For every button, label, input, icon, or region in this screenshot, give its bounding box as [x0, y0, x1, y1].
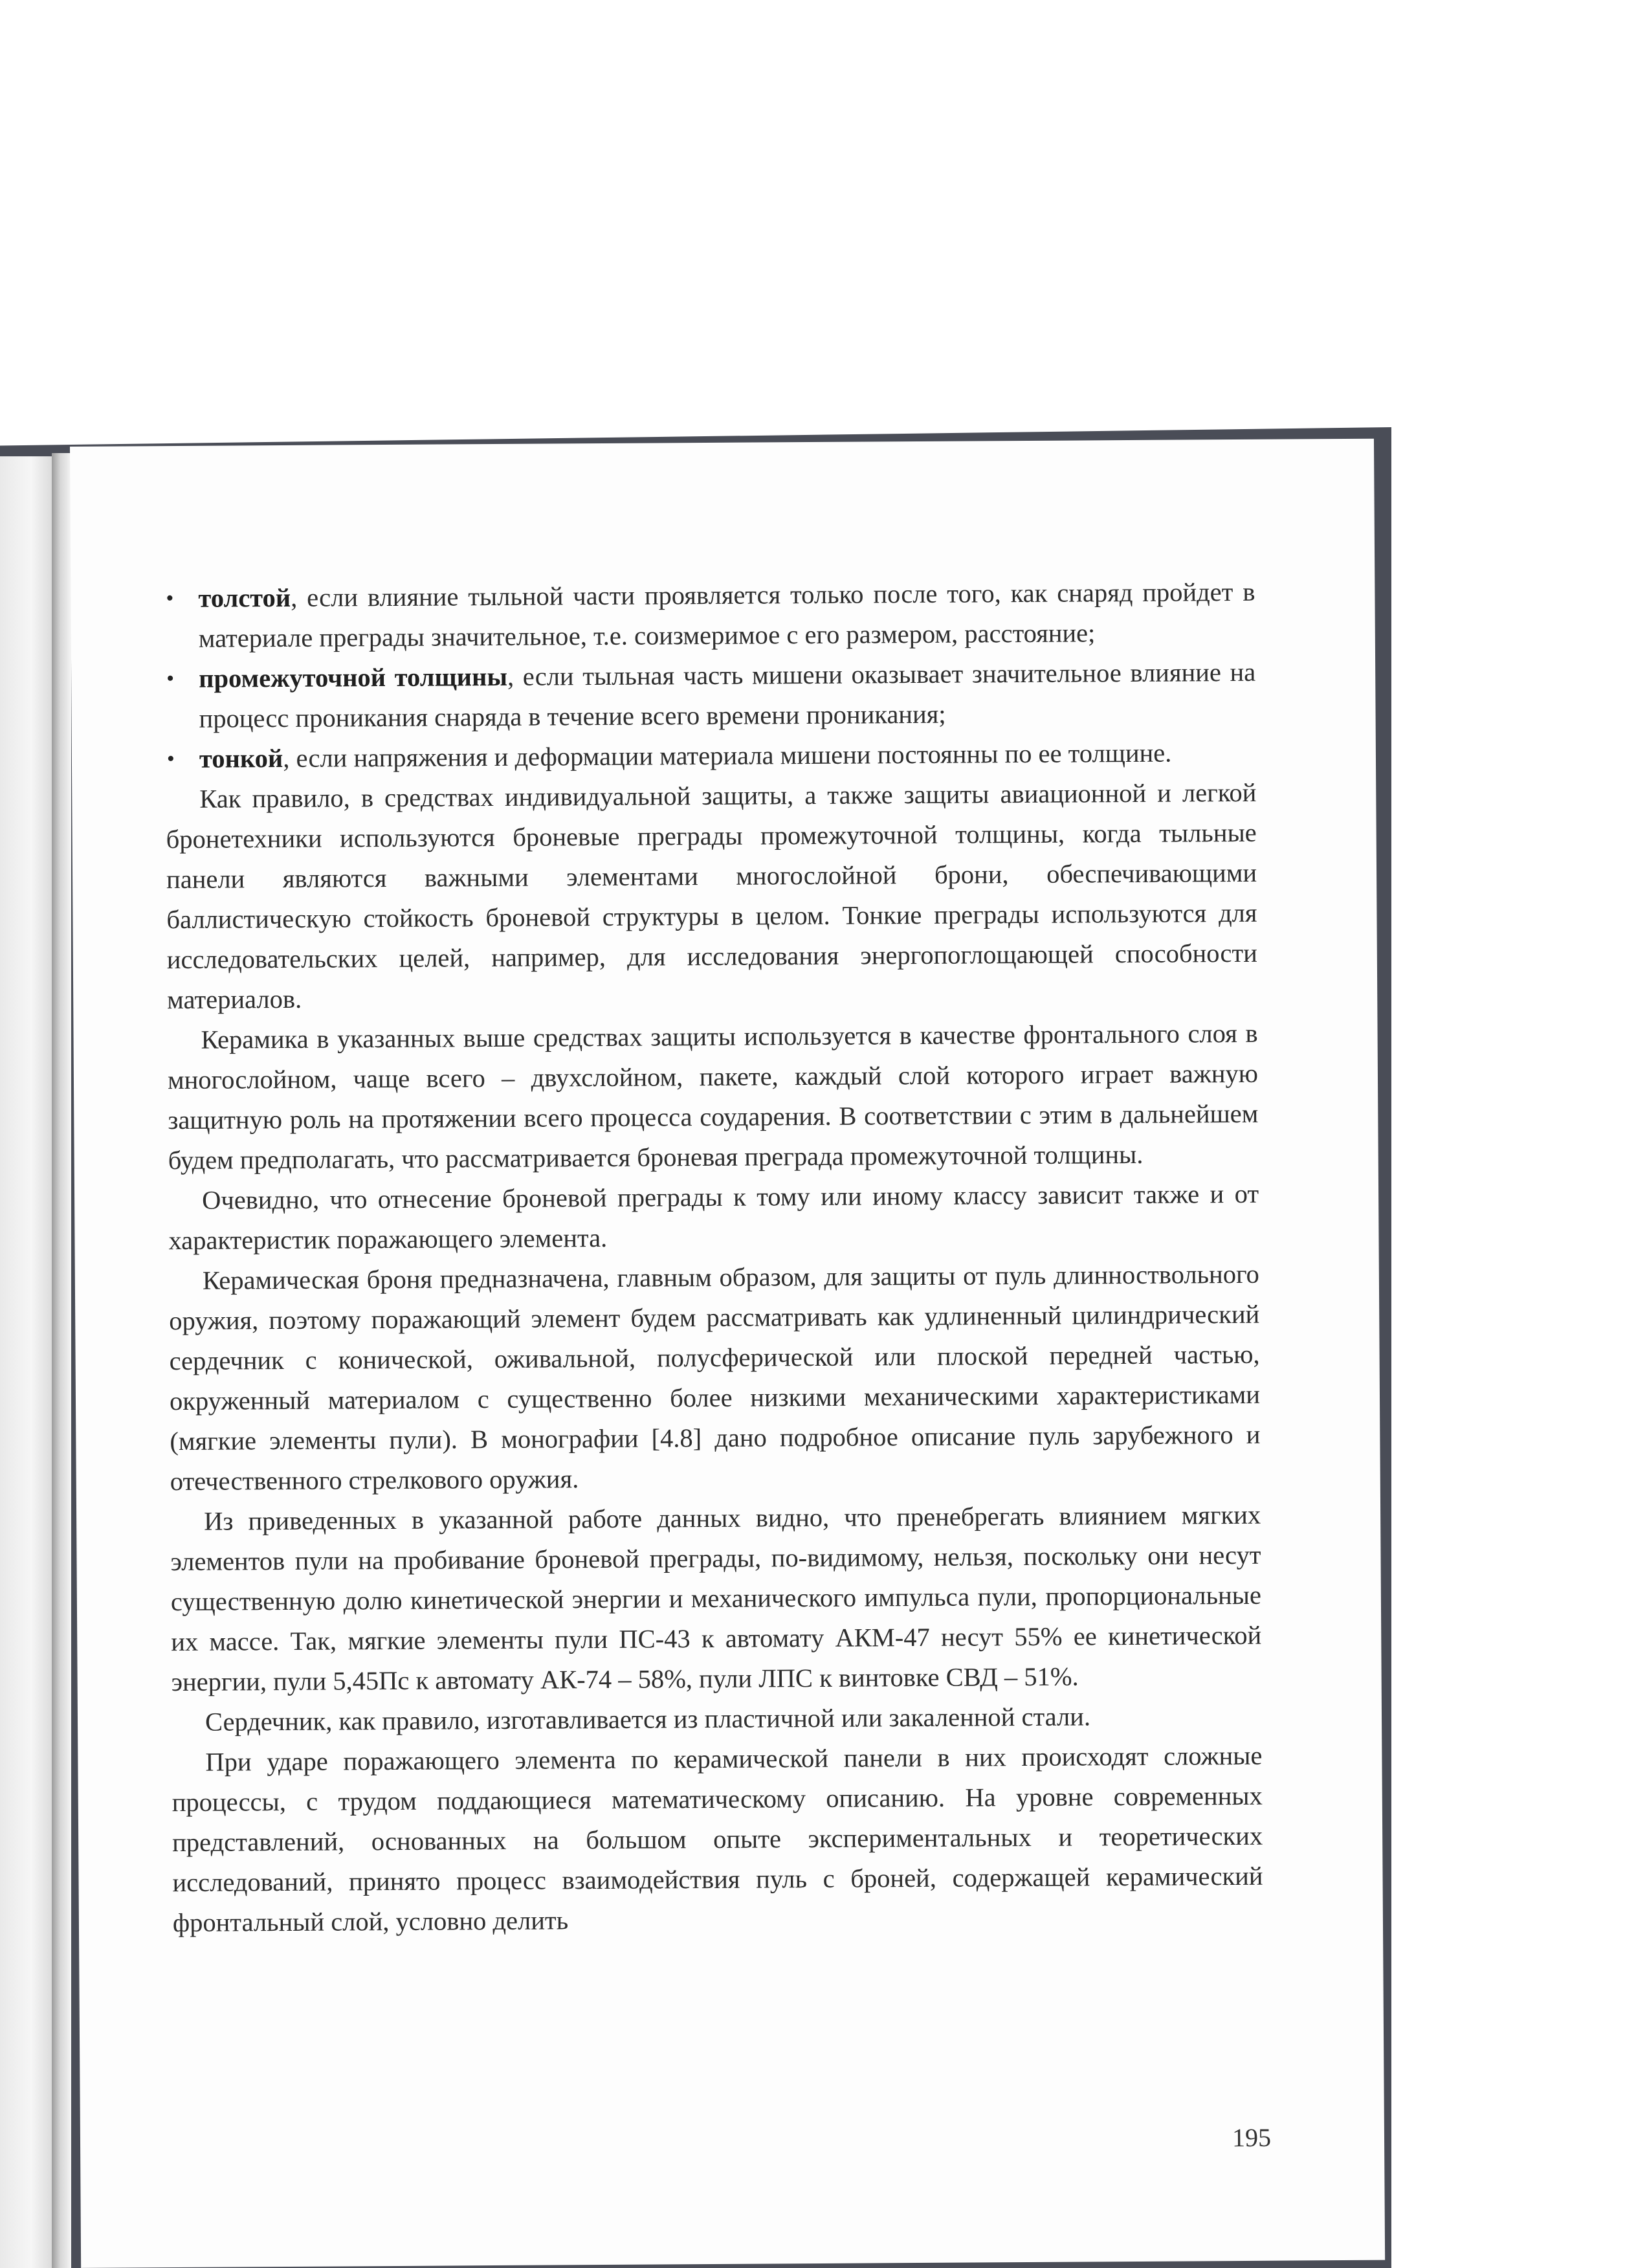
- list-text: , если тыльная часть мишени оказывает значительное влияние на процесс проникания снаряда в течение всего времени проникания;: [199, 657, 1256, 733]
- paragraph: Очевидно, что отнесение броневой преграды к тому или иному классу зависит также и от характеристик поражающего элемента.: [168, 1179, 1259, 1256]
- list-item: [166, 652, 1256, 739]
- list-item: [166, 733, 1256, 779]
- page-text-body: [164, 572, 1263, 1943]
- paragraph: Из приведенных в указанной работе данных видно, что пренебрегать влиянием мягких элементов пули на пробивание броневой преграды, по-видимому, нельзя, поскольку они несут существенную долю кинетической энергии и механического импульса пули, пропорциональные их массе. Так, мягкие элементы пули ПС-43 к автомату АКМ-47 несут 55% ее кинетической энергии, пули 5,45Пс к автомату АК-74 – 58%, пули ЛПС к винтовке СВД – 51%.: [170, 1500, 1262, 1697]
- list-item: [166, 572, 1255, 659]
- paragraph: Как правило, в средствах индивидуальной защиты, а также защиты авиационной и легкой бронетехники используются броневые преграды промежуточной толщины, когда тыльные панели являются важными элементами многослойной брони, обеспечивающими баллистическую стойкость броневой структуры в целом. Тонкие преграды используются для исследовательских целей, например, для исследования энергопоглощающей способности материалов.: [166, 777, 1257, 1015]
- bullet-icon: •: [166, 586, 174, 611]
- book-gutter-shadow: [52, 453, 71, 2268]
- list-term: промежуточной толщины: [199, 662, 508, 693]
- list-text: , если влияние тыльной части проявляется только после того, как снаряд пройдет в материале преграды значительное, т.е. соизмеримое с его размером, расстояние;: [198, 577, 1255, 653]
- list-term: тонкой: [199, 743, 283, 773]
- book-page: [70, 439, 1385, 2268]
- paragraph: Сердечник, как правило, изготавливается из пластичной или закаленной стали.: [204, 1702, 1091, 1737]
- paragraph: Керамика в указанных выше средствах защиты используется в качестве фронтального слоя в многослойном, чаще всего – двухслойном, пакете, каждый слой которого играет важную защитную роль на протяжении всего процесса соударения. В соответствии с этим в дальнейшем будем предполагать, что рассматривается броневая преграда промежуточной толщины.: [167, 1018, 1259, 1175]
- page-number: 195: [1232, 2122, 1272, 2153]
- list-term: толстой: [198, 583, 291, 613]
- target-thickness-list: [164, 572, 1256, 779]
- paragraph: Керамическая броня предназначена, главным образом, для защиты от пуль длинноствольного оружия, поэтому поражающий элемент будем рассматривать как удлиненный цилиндрический сердечник с конической, оживальной, полусферической или плоской передней частью, окруженный материалом с существенно более низкими механическими характеристиками (мягкие элементы пули). В монографии [4.8] дано подробное описание пуль зарубежного и отечественного стрелкового оружия.: [169, 1259, 1261, 1496]
- list-text: , если напряжения и деформации материала мишени постоянны по ее толщине.: [283, 738, 1172, 773]
- left-facing-page: [0, 456, 52, 2268]
- bullet-icon: •: [166, 667, 175, 691]
- bullet-icon: •: [166, 747, 175, 772]
- paragraph: При ударе поражающего элемента по керамической панели в них происходят сложные процессы, с трудом поддающиеся математическому описанию. На уровне современных представлений, основанных на большом опыте экспериментальных и теоретических исследований, принято процесс взаимодействия пуль с броней, содержащей керамический фронтальный слой, условно делить: [171, 1740, 1263, 1938]
